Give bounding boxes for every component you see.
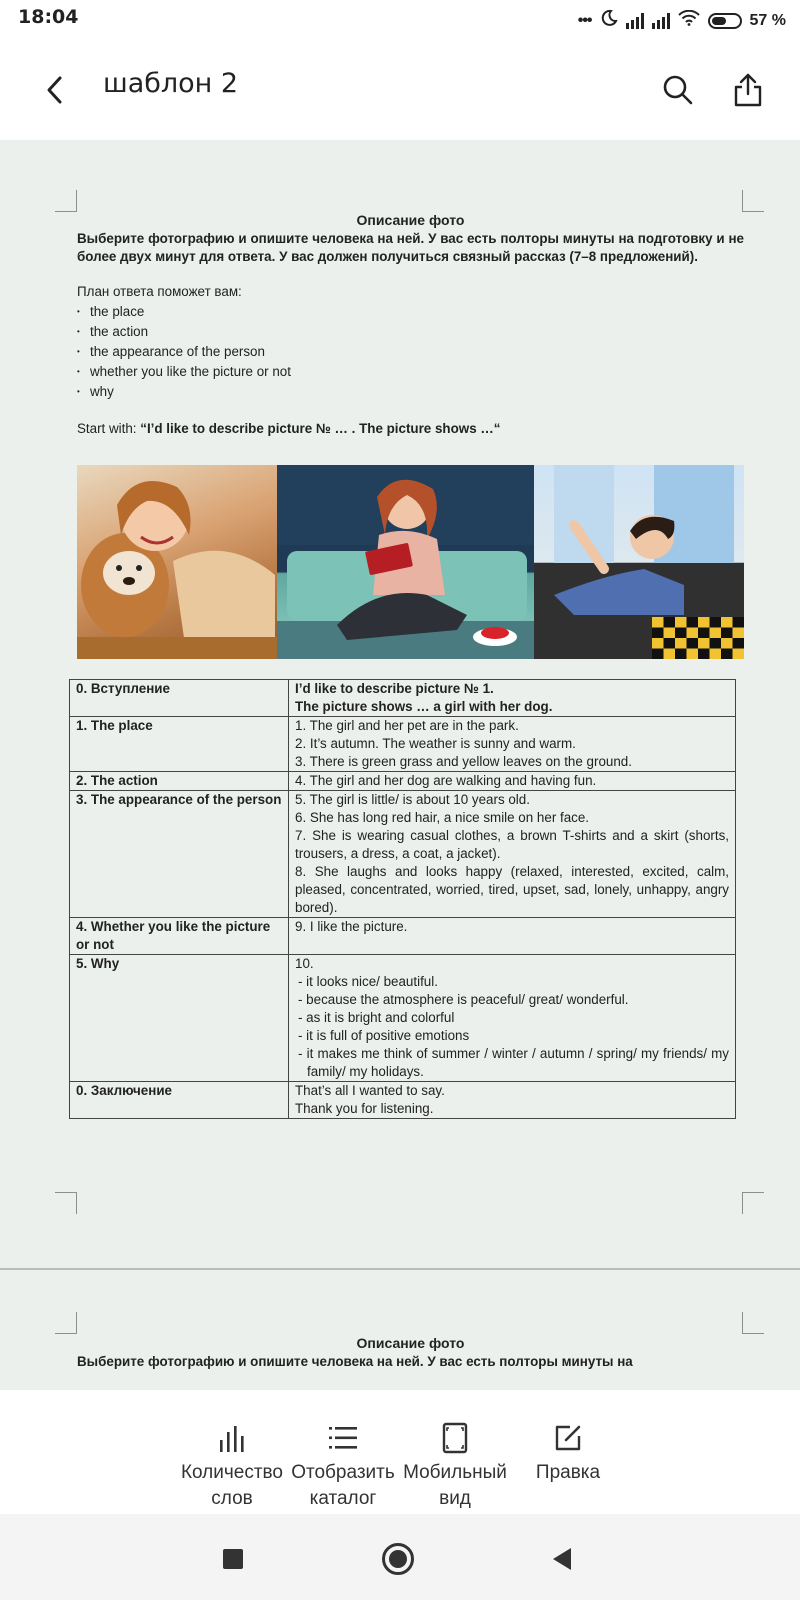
table-row-content [289,680,736,717]
square-icon [222,1548,244,1570]
tool-label: вид [439,1488,471,1509]
share-icon [733,73,763,107]
table-row [70,1082,736,1119]
document-page [0,1272,800,1390]
table-row-content [289,717,736,772]
status-icons [578,9,786,32]
table-row [70,680,736,717]
search-icon [662,74,694,106]
battery-level: 57 % [749,11,786,29]
document-text [77,211,744,438]
table-row-label: 5. Why [70,955,289,1082]
tool-label: Правка [535,1462,601,1483]
chevron-left-icon [44,75,64,105]
table-row-label: 0. Вступление [70,680,289,717]
table-line: That’s all I wanted to say. [295,1083,445,1098]
table-row-label: 1. The place [70,717,289,772]
wifi-icon [678,10,700,31]
photo-girl-with-dog [77,465,277,659]
plan-list [77,302,744,402]
edit-button[interactable] [508,1420,628,1486]
table-line: 2. It’s autumn. The weather is sunny and warm. [295,736,576,751]
back-nav-button[interactable] [542,1539,582,1579]
share-button[interactable] [728,68,768,112]
back-button[interactable] [36,70,72,110]
plan-item: • the action [77,322,744,342]
document-heading: Описание фото [356,212,465,228]
table-row [70,772,736,791]
table-line: 9. I like the picture. [295,919,408,934]
search-button[interactable] [658,70,698,110]
table-row-content [289,772,736,791]
photo-boy-with-checkers [534,465,744,659]
circle-icon [381,1542,415,1576]
table-line: 4. The girl and her dog are walking and having fun. [295,773,597,788]
home-button[interactable] [378,1539,418,1579]
table-row-content [289,791,736,918]
table-line: Thank you for listening. [295,1101,434,1116]
table-line: 10. [295,956,314,971]
table-line: 8. She laughs and looks happy (relaxed, interested, excited, calm, pleased, concentrated, worried, tired, upset, sad, lonely, unhappy, angry bored). [295,864,729,915]
answer-plan-table [69,679,736,1119]
start-with-line [77,420,744,438]
table-line: - it looks nice/ beautiful. [298,974,438,989]
table-row-label: 2. The action [70,772,289,791]
table-line: 6. She has long red hair, a nice smile on her face. [295,810,590,825]
document-viewer[interactable] [0,140,800,1390]
start-phrase: “I’d like to describe picture № … . The picture shows …“ [140,421,501,436]
table-row-content [289,918,736,955]
table-row [70,918,736,955]
table-line: The picture shows … a girl with her dog. [295,699,553,714]
plan-item: • whether you like the picture or not [77,362,744,382]
page-corner-mark [55,1312,77,1334]
bottom-toolbar [0,1390,800,1514]
tool-label: Количество [180,1462,284,1483]
plan-item: • why [77,382,744,402]
plan-title: План ответа поможет вам: [77,284,242,299]
table-row-content [289,955,736,1082]
recent-apps-button[interactable] [213,1539,253,1579]
table-line: 3. There is green grass and yellow leaves on the ground. [295,754,632,769]
edit-icon [553,1423,583,1453]
status-bar [0,0,800,40]
task-instructions: Выберите фотографию и опишите человека на ней. У вас есть полторы минуты на [77,1354,633,1369]
bar-chart-icon [217,1424,247,1452]
dots-icon: ••• [577,11,592,29]
page-corner-mark [55,190,77,212]
moon-icon [600,9,618,32]
table-row [70,791,736,918]
table-row [70,717,736,772]
table-line: 1. The girl and her pet are in the park. [295,718,519,733]
tool-label: слов [211,1488,253,1509]
page-corner-mark [55,1192,77,1214]
table-line: - as it is bright and colorful [298,1010,455,1025]
signal-r-icon [626,13,644,29]
table-row-label: 4. Whether you like the picture or not [70,918,289,955]
triangle-back-icon [551,1547,573,1571]
photo-woman-reading [277,465,534,659]
document-heading: Описание фото [356,1335,465,1351]
mobile-view-button[interactable] [395,1420,515,1512]
document-page [0,140,800,1267]
list-icon [328,1425,358,1451]
battery-icon [708,13,742,29]
table-line: 7. She is wearing casual clothes, a brown T-shirts and a skirt (shorts, trousers, a dress, a coat, a jacket). [295,828,729,861]
page-corner-mark [742,190,764,212]
task-instructions: Выберите фотографию и опишите человека на ней. У вас есть полторы минуты на подготовку и не более двух минут для ответа. У вас должен получиться связный рассказ (7–8 предложений). [77,231,744,264]
app-header [0,40,800,140]
signal-icon [652,13,670,29]
table-line: 5. The girl is little/ is about 10 years old. [295,792,530,807]
table-line: - because the atmosphere is peaceful/ great/ wonderful. [298,992,629,1007]
table-row-label: 3. The appearance of the person [70,791,289,918]
show-toc-button[interactable] [283,1420,403,1512]
table-line: - it is full of positive emotions [298,1028,470,1043]
photo-strip [77,465,744,659]
document-text [77,1334,744,1371]
tool-label: Отобразить [291,1462,395,1483]
page-corner-mark [742,1192,764,1214]
phone-frame-icon [442,1422,468,1454]
tool-label: Мобильный [403,1462,507,1483]
table-row-label: 0. Заключение [70,1082,289,1119]
document-title: шаблон 2 [103,68,239,99]
plan-item: • the appearance of the person [77,342,744,362]
page-separator [0,1268,800,1270]
system-nav-bar [0,1514,800,1600]
table-row [70,955,736,1082]
status-time: 18:04 [18,6,79,28]
tool-label: каталог [309,1488,377,1509]
start-label: Start with: [77,421,141,436]
word-count-button[interactable] [172,1420,292,1512]
table-row-content [289,1082,736,1119]
table-line: - it makes me think of summer / winter / autumn / spring/ my friends/ my family/ my holidays. [298,1046,729,1079]
table-line: I’d like to describe picture № 1. [295,681,494,696]
plan-item: • the place [77,302,744,322]
page-corner-mark [742,1312,764,1334]
